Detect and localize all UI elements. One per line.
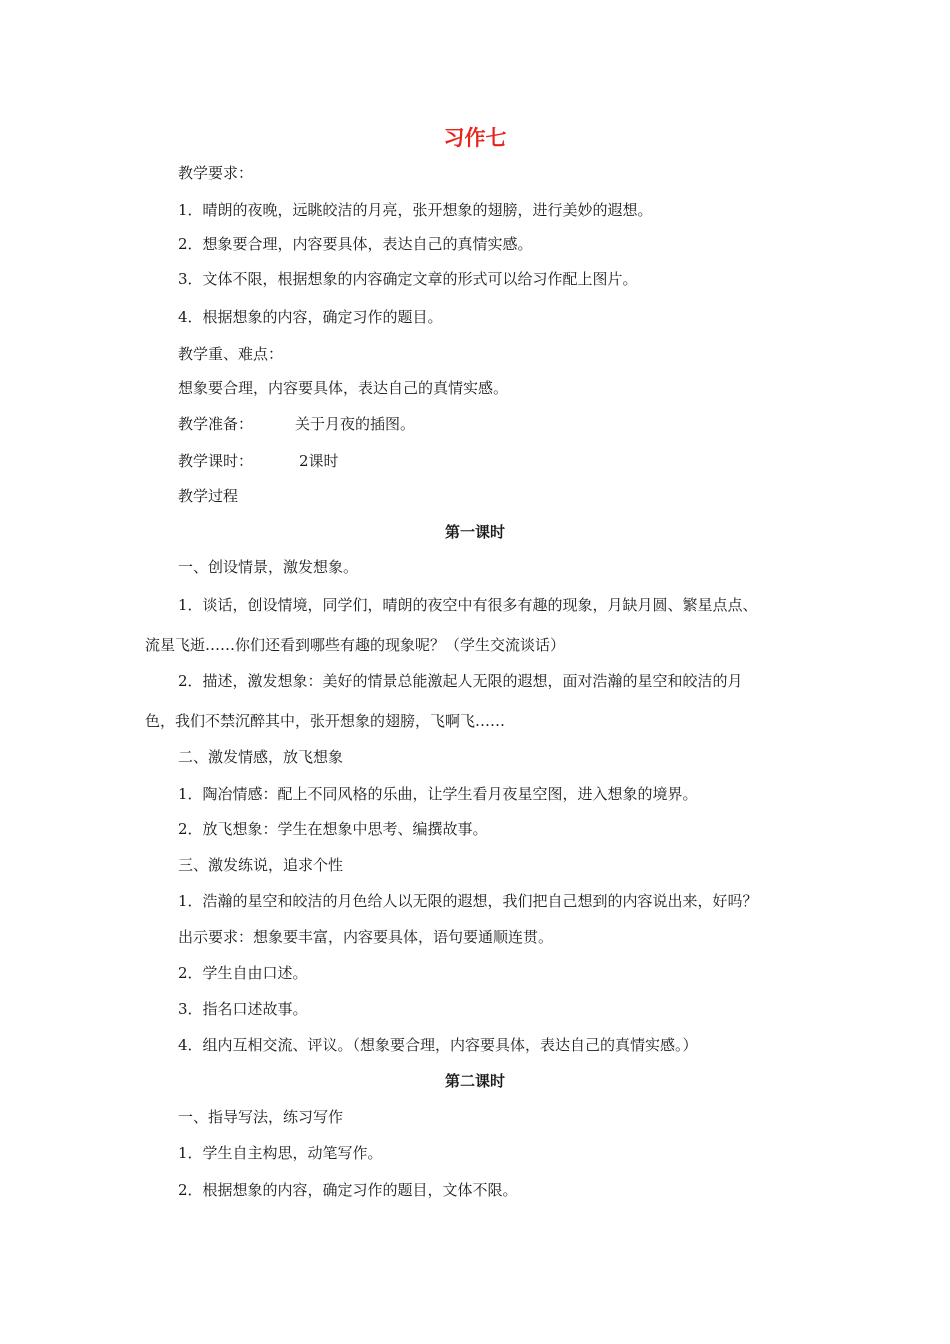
paragraph-line: 4．组内互相交流、评议。（想象要合理，内容要具体，表达自己的真情实感。） — [178, 1036, 698, 1054]
process-heading: 教学过程 — [178, 487, 239, 505]
periods-value: 2课时 — [299, 452, 339, 470]
paragraph-line: 色，我们不禁沉醉其中，张开想象的翅膀，飞啊飞…… — [145, 712, 506, 730]
periods-label: 教学课时： — [178, 452, 254, 470]
paragraph-line: 2．根据想象的内容，确定习作的题目，文体不限。 — [178, 1181, 518, 1199]
paragraph-line: 2．学生自由口述。 — [178, 964, 308, 982]
document-title: 习作七 — [443, 126, 507, 150]
paragraph-line: 1．谈话，创设情境，同学们，晴朗的夜空中有很多有趣的现象，月缺月圆、繁星点点、 — [178, 596, 758, 614]
paragraph-line: 3．指名口述故事。 — [178, 1000, 308, 1018]
key-points-heading: 教学重、难点： — [178, 345, 284, 363]
paragraph-line: 流星飞逝……你们还看到哪些有趣的现象呢？（学生交流谈话） — [145, 636, 566, 654]
paragraph-line: 2．放飞想象：学生在想象中思考、编撰故事。 — [178, 820, 488, 838]
section-title: 三、激发练说，追求个性 — [178, 856, 344, 874]
requirement-item: 3．文体不限，根据想象的内容确定文章的形式可以给习作配上图片。 — [178, 270, 638, 288]
paragraph-line: 出示要求：想象要丰富，内容要具体，语句要通顺连贯。 — [178, 928, 554, 946]
section-title: 二、激发情感，放飞想象 — [178, 748, 344, 766]
lesson-one-heading: 第一课时 — [444, 523, 505, 541]
paragraph-line: 2．描述，激发想象：美好的情景总能激起人无限的遐想，面对浩瀚的星空和皎洁的月 — [178, 672, 743, 690]
preparation-value: 关于月夜的插图。 — [295, 415, 416, 433]
paragraph-line: 1．陶冶情感：配上不同风格的乐曲，让学生看月夜星空图，进入想象的境界。 — [178, 785, 698, 803]
paragraph-line: 1．学生自主构思，动笔写作。 — [178, 1144, 383, 1162]
preparation-line — [178, 413, 810, 435]
requirement-item: 1．晴朗的夜晚，远眺皎洁的月亮，张开想象的翅膀，进行美妙的遐想。 — [178, 201, 653, 219]
section-title: 一、创设情景，激发想象。 — [178, 558, 359, 576]
section-title: 一、指导写法，练习写作 — [178, 1108, 344, 1126]
paragraph-line: 1．浩瀚的星空和皎洁的月色给人以无限的遐想，我们把自己想到的内容说出来，好吗？ — [178, 892, 758, 910]
preparation-label: 教学准备： — [178, 415, 254, 433]
requirements-heading: 教学要求： — [178, 164, 254, 182]
requirement-item: 4．根据想象的内容，确定习作的题目。 — [178, 308, 443, 326]
periods-line — [178, 450, 810, 472]
key-points-text: 想象要合理，内容要具体，表达自己的真情实感。 — [178, 379, 509, 397]
requirement-item: 2．想象要合理，内容要具体，表达自己的真情实感。 — [178, 235, 533, 253]
lesson-two-heading: 第二课时 — [444, 1072, 505, 1090]
